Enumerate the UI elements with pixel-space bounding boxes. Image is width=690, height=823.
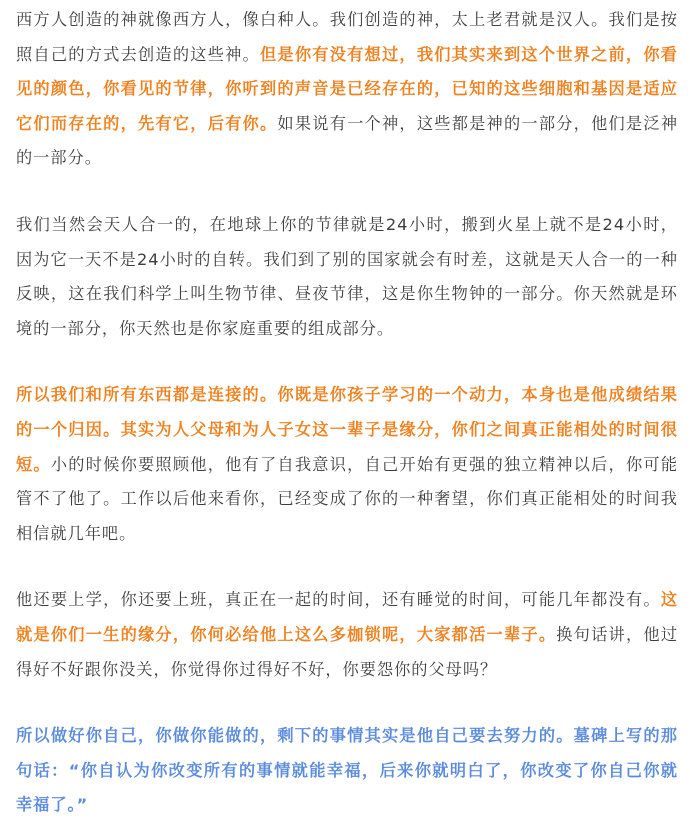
paragraph-5-quote: 所以做好你自己，你做你能做的，剩下的事情其实是他自己要去努力的。墓碑上写的那句话：“你自认为你改变所有的事情就能幸福，后来你就明白了，你改变了你自己你就幸福了。” [16, 726, 678, 815]
paragraph-1 [16, 3, 678, 176]
paragraph-4-highlight: 这就是你们一生的缘分，你何必给他上这么多枷锁呢，大家都活一辈子。 [16, 590, 678, 644]
paragraph-5 [16, 719, 678, 823]
paragraph-spacer [16, 551, 678, 583]
paragraph-1-highlight: 但是你有没有想过，我们其实来到这个世界之前，你看见的颜色，你看见的节律，你听到的声音是已经存在的，已知的这些细胞和基因是适应它们而存在的，先有它，后有你。 [16, 44, 678, 133]
paragraph-2-text: 我们当然会天人合一的，在地球上你的节律就是24小时，搬到火星上就不是24小时，因为它一天不是24小时的自转。我们到了别的国家就会有时差，这就是天人合一的一种反映，这在我们科学上叫生物节律、昼夜节律，这是你生物钟的一部分。你天然就是环境的一部分，你天然也是你家庭重要的组成部分。 [16, 214, 678, 338]
paragraph-3 [16, 378, 678, 551]
paragraph-spacer [16, 687, 678, 719]
paragraph-3-highlight: 所以我们和所有东西都是连接的。你既是你孩子学习的一个动力，本身也是他成绩结果的一个归因。其实为人父母和为人子女这一辈子是缘分，你们之间真正能相处的时间很短。 [16, 385, 678, 474]
paragraph-1-text-b: 如果说有一个神，这些都是神的一部分，他们是泛神的一部分。 [16, 113, 679, 168]
paragraph-4-text-a: 他还要上学，你还要上班，真正在一起的时间，还有睡觉的时间，可能几年都没有。 [16, 590, 661, 610]
paragraph-spacer [16, 346, 678, 378]
paragraph-1-text-a: 西方人创造的神就像西方人，像白种人。我们创造的神，太上老君就是汉人。我们是按照自己的方式去创造的这些神。 [16, 10, 678, 64]
paragraph-3-text: 小的时候你要照顾他，他有了自我意识，自己开始有更强的独立精神以后，你可能管不了他了。工作以后他来看你，已经变成了你的一种奢望，你们真正能相处的时间我相信就几年吧。 [16, 454, 679, 543]
paragraph-2 [16, 208, 678, 346]
paragraph-spacer [16, 176, 678, 208]
paragraph-4-text-b: 换句话讲，他过得好不好跟你没关，你觉得你过得好不好，你要怨你的父母吗？ [16, 624, 679, 679]
paragraph-4 [16, 583, 678, 687]
